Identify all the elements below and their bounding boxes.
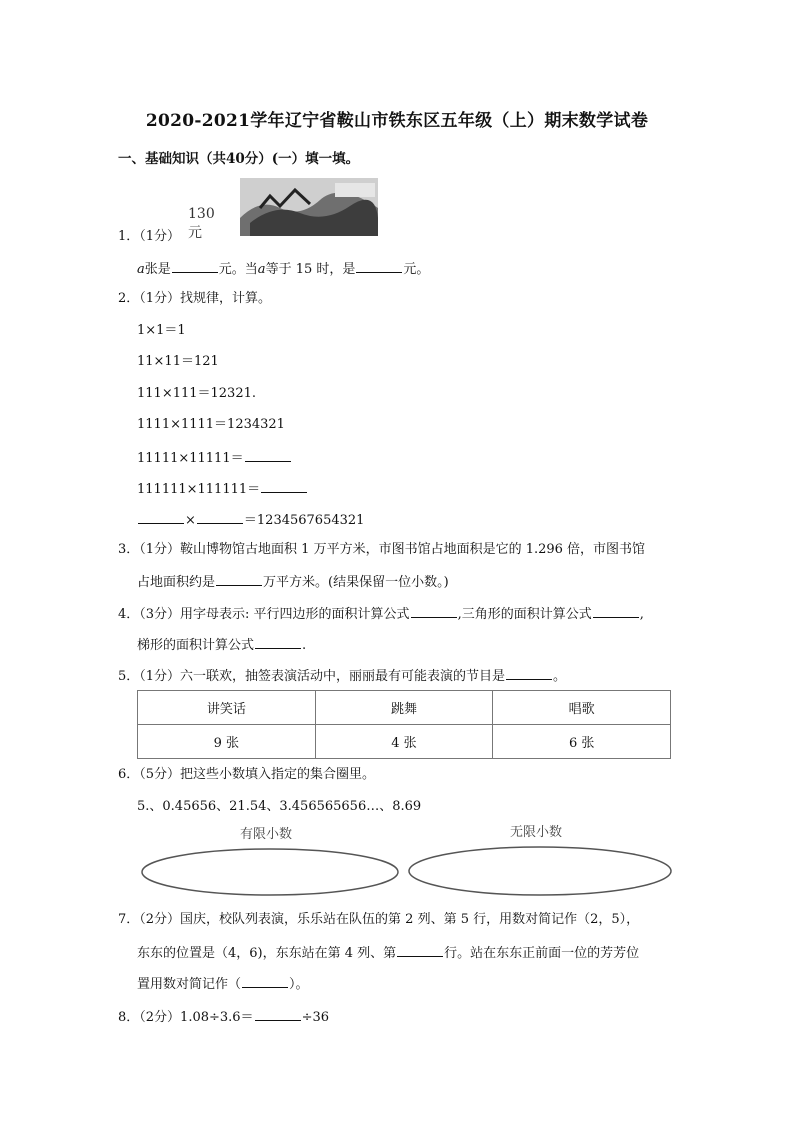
table-header-cell: 讲笑话 [138,691,316,725]
q2-row-2: 11×11＝121 [137,354,219,369]
finite-decimal-set[interactable] [142,849,398,895]
q5-blank[interactable] [506,666,552,680]
q7-line-3: 置用数对简记作（ ）。 [137,974,309,994]
q6-numbers: 5.、0.45656、21.54、3.456565656…、8.69 [137,799,422,814]
set-diagram [140,822,680,906]
q2-row-5: 11111×11111＝ [137,448,292,468]
q4-line-2: 梯形的面积计算公式 . [137,635,306,655]
q6-head: 6．（5分）把这些小数填入指定的集合圈里。 [118,767,376,782]
q8-blank[interactable] [255,1007,301,1021]
q2-row-4: 1111×1111＝1234321 [137,417,285,432]
q2-row-6: 111111×111111＝ [137,479,308,499]
table-row [138,691,671,725]
set-circles [140,822,680,902]
q3-line-1: 3．（1分）鞍山博物馆古地面积 1 万平方米，市图书馆占地面积是它的 1.296 倍，市图书馆 [118,542,646,557]
infinite-decimal-set[interactable] [409,847,671,895]
q7-line-2: 东东的位置是（4，6)，东东站在第 4 列、第 行。站在东东正前面一位的芳芳位 [137,943,639,963]
great-wall-photo [240,178,380,238]
page-title: 2020-2021学年辽宁省鞍山市铁东区五年级（上）期末数学试卷 [145,111,649,131]
q1-text: a张是 元。当a等于 15 时，是 元。 [137,259,429,279]
q2-blank-1[interactable] [245,448,291,462]
section-heading: 一、基础知识（共40分）(一）填一填。 [118,151,360,167]
q2-blank-4[interactable] [197,510,243,524]
q4-blank-1[interactable] [411,604,457,618]
q1-blank-1[interactable] [172,259,218,273]
table-header-cell: 跳舞 [315,691,493,725]
q8-text: 8．（2分）1.08÷3.6＝ ÷36 [118,1007,329,1027]
q5-text: 5．（1分）六一联欢，抽签表演活动中，丽丽最有可能表演的节目是 。 [118,666,566,686]
set-label-finite: 有限小数 [240,827,293,842]
table-row [138,725,671,759]
q2-blank-2[interactable] [261,479,307,493]
q2-row-3: 111×111＝12321. [137,386,257,401]
q3-line-2: 占地面积约是 万平方米。(结果保留一位小数。) [137,572,449,592]
q4-blank-2[interactable] [593,604,639,618]
q7-blank-1[interactable] [397,943,443,957]
q2-row-7: × ＝1234567654321 [137,510,364,530]
price-label: 130 元 [188,206,215,241]
table-cell: 6 张 [493,725,671,759]
table-cell: 4 张 [315,725,493,759]
table-header-cell: 唱歌 [493,691,671,725]
q7-blank-2[interactable] [242,974,288,988]
q7-line-1: 7．（2分）国庆，校队列表演，乐乐站在队伍的第 2 列、第 5 行，用数对简记作（2，5）， [118,912,640,927]
q2-head: 2．（1分）找规律，计算。 [118,291,272,306]
q1-blank-2[interactable] [356,259,402,273]
q2-row-1: 1×1＝1 [137,323,186,338]
q2-blank-3[interactable] [138,510,184,524]
q5-table [137,690,671,759]
q4-blank-3[interactable] [255,635,301,649]
table-cell: 9 张 [138,725,316,759]
set-label-infinite: 无限小数 [510,825,563,840]
q4-line-1: 4．（3分）用字母表示: 平行四边形的面积计算公式 ,三角形的面积计算公式 , [118,604,644,624]
q1-number: 1．（1分） [118,229,181,244]
q3-blank[interactable] [216,572,262,586]
